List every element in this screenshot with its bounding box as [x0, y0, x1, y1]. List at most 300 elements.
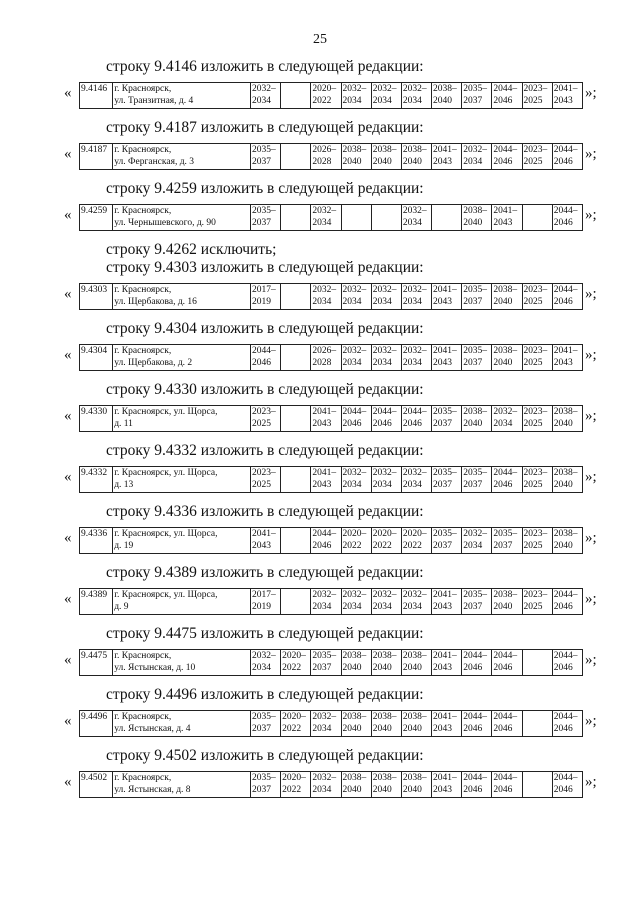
year-end [524, 217, 551, 229]
year-range-cell [281, 650, 311, 676]
year-range-cell [552, 650, 582, 676]
schedule-table [79, 204, 583, 231]
year-range-cell [432, 284, 462, 310]
year-end: 2034 [463, 541, 483, 551]
year-end: 2046 [553, 785, 573, 795]
year-end: 2025 [523, 541, 543, 551]
year-end: 2040 [372, 663, 392, 673]
year-range-cell [281, 711, 311, 737]
instruction-text: строку 9.4475 изложить в следующей редакции: [106, 625, 424, 642]
year-range-cell [341, 144, 371, 170]
address-line: г. Красноярск, [114, 285, 172, 295]
year-start: 2038– [372, 145, 397, 155]
year-end: 2040 [493, 358, 513, 368]
year-start: 2020– [372, 529, 397, 539]
year-end: 2046 [493, 157, 513, 167]
year-end: 2046 [463, 663, 483, 673]
year-end: 2025 [523, 96, 543, 106]
schedule-table [79, 649, 583, 676]
year-end: 2019 [252, 297, 271, 307]
year-range-cell [552, 589, 582, 615]
instruction-text: строку 9.4496 изложить в следующей редакции: [106, 686, 424, 703]
year-start: 2044– [312, 529, 337, 539]
address-line: г. Красноярск, [114, 346, 172, 356]
year-end: 2043 [433, 358, 453, 368]
year-end: 2046 [342, 419, 362, 429]
year-end [282, 156, 309, 168]
year-end: 2046 [553, 297, 573, 307]
year-start: 2032– [252, 84, 276, 94]
year-range-cell [522, 467, 552, 493]
address-line: г. Красноярск, [114, 712, 172, 722]
year-range-cell [311, 528, 341, 554]
year-start: 2035– [433, 529, 457, 539]
table-row [80, 284, 583, 310]
year-range-cell [251, 83, 281, 109]
year-range-cell [371, 144, 401, 170]
row-number-cell: 9.4475 [80, 650, 113, 676]
year-start: 2026– [312, 346, 337, 356]
year-range-cell [522, 345, 552, 371]
year-range-cell [311, 205, 341, 231]
year-end: 2040 [463, 218, 483, 228]
address-line: д. 19 [114, 541, 134, 551]
year-end: 2043 [433, 602, 453, 612]
year-start [343, 205, 370, 217]
year-start: 2017– [252, 590, 276, 600]
year-range-cell [281, 528, 311, 554]
year-range-cell [462, 284, 492, 310]
address-cell [113, 205, 251, 231]
year-start: 2038– [342, 712, 367, 722]
year-start: 2023– [252, 407, 276, 417]
year-end: 2040 [342, 663, 362, 673]
year-end: 2025 [523, 419, 543, 429]
year-range-cell [492, 772, 522, 798]
table-row [80, 650, 583, 676]
year-range-cell [432, 772, 462, 798]
year-start: 2032– [342, 590, 367, 600]
row-number-cell: 9.4496 [80, 711, 113, 737]
year-start [282, 144, 309, 156]
year-start: 2032– [342, 285, 367, 295]
year-end: 2037 [252, 724, 271, 734]
year-range-cell [341, 650, 371, 676]
address-cell [113, 650, 251, 676]
year-start: 2032– [372, 84, 397, 94]
year-range-cell [492, 711, 522, 737]
schedule-table [79, 344, 583, 371]
year-range-cell [281, 205, 311, 231]
year-end: 2022 [282, 785, 302, 795]
year-start: 2038– [553, 407, 578, 417]
year-end: 2043 [433, 663, 453, 673]
address-line: д. 13 [114, 480, 134, 490]
year-range-cell [401, 711, 431, 737]
year-range-cell [251, 772, 281, 798]
row-number-cell: 9.4336 [80, 528, 113, 554]
year-range-cell [462, 711, 492, 737]
schedule-table [79, 588, 583, 615]
closing-quote: »; [585, 85, 597, 101]
year-end: 2040 [372, 785, 392, 795]
year-range-cell [552, 406, 582, 432]
year-range-cell [341, 589, 371, 615]
year-range-cell [462, 345, 492, 371]
year-end [524, 662, 551, 674]
table-row [80, 467, 583, 493]
year-start [524, 205, 551, 217]
year-range-cell [371, 345, 401, 371]
year-range-cell [281, 406, 311, 432]
closing-quote: »; [585, 408, 597, 424]
year-start [373, 205, 400, 217]
year-range-cell [311, 711, 341, 737]
year-end: 2046 [553, 157, 573, 167]
year-range-cell [432, 589, 462, 615]
table-row-block [0, 710, 640, 737]
address-cell [113, 144, 251, 170]
year-end: 2040 [402, 785, 422, 795]
year-start: 2038– [493, 590, 518, 600]
address-cell [113, 467, 251, 493]
closing-quote: »; [585, 347, 597, 363]
year-end: 2043 [553, 96, 573, 106]
table-row [80, 772, 583, 798]
year-end: 2034 [252, 96, 271, 106]
year-range-cell [401, 144, 431, 170]
year-start: 2038– [493, 346, 518, 356]
year-end [524, 723, 551, 735]
year-start: 2035– [433, 407, 457, 417]
year-range-cell [492, 650, 522, 676]
year-range-cell [311, 345, 341, 371]
year-range-cell [281, 83, 311, 109]
year-range-cell [371, 205, 401, 231]
schedule-table [79, 771, 583, 798]
year-range-cell [552, 711, 582, 737]
row-number-cell: 9.4146 [80, 83, 113, 109]
year-range-cell [251, 345, 281, 371]
year-end: 2040 [372, 157, 392, 167]
year-range-cell [281, 467, 311, 493]
year-start: 2023– [523, 145, 548, 155]
year-end: 2040 [553, 419, 573, 429]
year-range-cell [401, 284, 431, 310]
year-range-cell [341, 205, 371, 231]
year-end [343, 217, 370, 229]
year-range-cell [522, 205, 552, 231]
year-end: 2034 [342, 480, 362, 490]
year-range-cell [492, 467, 522, 493]
year-end: 2034 [402, 96, 422, 106]
year-start: 2035– [252, 145, 276, 155]
address-cell [113, 406, 251, 432]
year-end: 2025 [252, 419, 271, 429]
year-start: 2044– [553, 651, 578, 661]
year-range-cell [371, 711, 401, 737]
year-end: 2034 [402, 297, 422, 307]
page-number: 25 [313, 32, 327, 47]
year-end [282, 95, 309, 107]
instruction-text: строку 9.4389 изложить в следующей редакции: [106, 564, 424, 581]
year-start: 2026– [312, 145, 337, 155]
year-end: 2034 [402, 218, 422, 228]
year-start: 2032– [312, 773, 337, 783]
year-start [282, 205, 309, 217]
year-end: 2046 [553, 724, 573, 734]
row-number-cell: 9.4187 [80, 144, 113, 170]
year-start: 2038– [493, 285, 518, 295]
year-range-cell [281, 144, 311, 170]
address-line: ул. Транзитная, д. 4 [114, 96, 194, 106]
year-end: 2034 [342, 358, 362, 368]
year-start: 2044– [553, 712, 578, 722]
year-end: 2040 [372, 724, 392, 734]
year-start: 2023– [523, 590, 548, 600]
year-range-cell [552, 772, 582, 798]
year-start: 2020– [282, 712, 306, 722]
year-start: 2017– [252, 285, 276, 295]
address-line: г. Красноярск, ул. Щорса, [114, 468, 218, 478]
year-end: 2028 [312, 157, 332, 167]
year-start: 2044– [342, 407, 367, 417]
year-start: 2032– [372, 468, 397, 478]
year-start: 2032– [402, 84, 427, 94]
year-range-cell [552, 144, 582, 170]
year-start: 2035– [433, 468, 457, 478]
year-range-cell [462, 406, 492, 432]
year-range-cell [251, 528, 281, 554]
year-end: 2040 [402, 663, 422, 673]
year-range-cell [341, 83, 371, 109]
year-end [282, 540, 309, 552]
year-end: 2034 [372, 96, 392, 106]
year-range-cell [281, 345, 311, 371]
year-range-cell [341, 711, 371, 737]
year-start: 2044– [493, 773, 518, 783]
year-end: 2043 [252, 541, 271, 551]
year-start [282, 345, 309, 357]
year-range-cell [401, 345, 431, 371]
year-end: 2034 [372, 358, 392, 368]
year-start: 2035– [463, 84, 487, 94]
schedule-table [79, 82, 583, 109]
year-end: 2040 [402, 724, 422, 734]
year-range-cell [341, 528, 371, 554]
year-end: 2046 [493, 480, 513, 490]
year-range-cell [371, 650, 401, 676]
year-end: 2046 [493, 785, 513, 795]
year-end [433, 217, 460, 229]
year-end: 2046 [493, 724, 513, 734]
table-row [80, 83, 583, 109]
year-end [373, 217, 400, 229]
year-range-cell [311, 467, 341, 493]
year-end: 2022 [312, 96, 332, 106]
row-number-cell: 9.4332 [80, 467, 113, 493]
year-start: 2032– [402, 285, 427, 295]
year-start: 2041– [493, 206, 518, 216]
closing-quote: »; [585, 530, 597, 546]
year-range-cell [251, 467, 281, 493]
year-start: 2041– [433, 145, 457, 155]
year-end: 2040 [493, 602, 513, 612]
year-end: 2046 [553, 218, 573, 228]
year-end: 2037 [493, 541, 513, 551]
instruction-text: строку 9.4259 изложить в следующей редакции: [106, 180, 424, 197]
year-start: 2032– [402, 590, 427, 600]
address-line: ул. Ястынская, д. 10 [114, 663, 196, 673]
year-range-cell [522, 406, 552, 432]
year-start: 2044– [402, 407, 427, 417]
table-row-block [0, 466, 640, 493]
year-end: 2037 [463, 358, 483, 368]
address-line: г. Красноярск, ул. Щорса, [114, 590, 218, 600]
year-end [282, 217, 309, 229]
year-end: 2034 [342, 297, 362, 307]
year-end: 2037 [252, 218, 271, 228]
table-row-block [0, 143, 640, 170]
year-start: 2032– [312, 590, 337, 600]
year-end: 2034 [402, 480, 422, 490]
year-range-cell [371, 589, 401, 615]
year-start: 2023– [523, 468, 548, 478]
year-end: 2040 [342, 724, 362, 734]
year-start: 2032– [342, 84, 367, 94]
opening-quote: « [64, 146, 72, 162]
address-line: г. Красноярск, [114, 84, 172, 94]
year-end: 2037 [252, 785, 271, 795]
year-start: 2035– [252, 773, 276, 783]
year-start: 2032– [402, 206, 427, 216]
year-end: 2040 [553, 480, 573, 490]
year-end: 2022 [402, 541, 422, 551]
opening-quote: « [64, 530, 72, 546]
year-range-cell [552, 528, 582, 554]
year-end: 2034 [312, 785, 332, 795]
year-start [282, 589, 309, 601]
year-end: 2025 [523, 358, 543, 368]
table-row [80, 589, 583, 615]
year-range-cell [492, 589, 522, 615]
year-start: 2035– [312, 651, 337, 661]
year-range-cell [462, 772, 492, 798]
closing-quote: »; [585, 207, 597, 223]
year-start: 2041– [312, 407, 337, 417]
table-row [80, 144, 583, 170]
year-start [433, 205, 460, 217]
year-start: 2023– [523, 285, 548, 295]
year-end: 2025 [523, 480, 543, 490]
row-number-cell: 9.4502 [80, 772, 113, 798]
year-end: 2040 [342, 157, 362, 167]
year-start: 2038– [342, 651, 367, 661]
year-end: 2034 [312, 602, 332, 612]
year-start [282, 467, 309, 479]
year-range-cell [492, 345, 522, 371]
year-range-cell [251, 711, 281, 737]
opening-quote: « [64, 591, 72, 607]
year-end: 2037 [463, 297, 483, 307]
address-cell [113, 711, 251, 737]
year-range-cell [462, 528, 492, 554]
year-range-cell [462, 467, 492, 493]
year-start: 2038– [553, 529, 578, 539]
year-range-cell [462, 589, 492, 615]
year-range-cell [401, 772, 431, 798]
year-start: 2041– [252, 529, 276, 539]
table-row [80, 528, 583, 554]
year-start: 2032– [463, 145, 487, 155]
year-start: 2044– [553, 145, 578, 155]
instruction-text: строку 9.4336 изложить в следующей редакции: [106, 503, 424, 520]
year-end: 2022 [282, 724, 302, 734]
opening-quote: « [64, 408, 72, 424]
year-start: 2041– [433, 712, 457, 722]
year-range-cell [341, 345, 371, 371]
year-start: 2038– [342, 145, 367, 155]
schedule-table [79, 466, 583, 493]
year-start [524, 650, 551, 662]
address-line: ул. Щербакова, д. 16 [114, 297, 197, 307]
year-end [524, 784, 551, 796]
year-start: 2020– [312, 84, 337, 94]
year-end: 2034 [372, 602, 392, 612]
year-range-cell [552, 83, 582, 109]
address-line: ул. Ястынская, д. 8 [114, 785, 191, 795]
year-start: 2032– [402, 468, 427, 478]
year-end: 2025 [523, 297, 543, 307]
year-end: 2040 [402, 157, 422, 167]
year-end: 2037 [463, 480, 483, 490]
year-range-cell [462, 144, 492, 170]
year-range-cell [522, 772, 552, 798]
year-start: 2038– [342, 773, 367, 783]
row-number-cell: 9.4303 [80, 284, 113, 310]
year-start: 2044– [493, 468, 518, 478]
year-start: 2044– [553, 285, 578, 295]
year-end: 2022 [372, 541, 392, 551]
year-range-cell [401, 406, 431, 432]
year-range-cell [401, 589, 431, 615]
closing-quote: »; [585, 713, 597, 729]
year-start: 2035– [463, 346, 487, 356]
year-start: 2032– [342, 346, 367, 356]
year-end [282, 296, 309, 308]
year-start: 2041– [553, 346, 578, 356]
year-end: 2043 [433, 157, 453, 167]
year-range-cell [492, 83, 522, 109]
address-cell [113, 284, 251, 310]
instruction-text: строку 9.4304 изложить в следующей редакции: [106, 320, 424, 337]
year-range-cell [341, 284, 371, 310]
year-range-cell [371, 772, 401, 798]
year-end: 2040 [463, 419, 483, 429]
year-start: 2041– [553, 84, 578, 94]
year-start: 2032– [342, 468, 367, 478]
instruction-text: строку 9.4187 изложить в следующей редакции: [106, 119, 424, 136]
year-start: 2035– [463, 590, 487, 600]
year-start: 2044– [252, 346, 276, 356]
year-range-cell [432, 205, 462, 231]
table-row [80, 205, 583, 231]
year-range-cell [371, 528, 401, 554]
year-range-cell [522, 650, 552, 676]
year-range-cell [311, 406, 341, 432]
year-end: 2043 [493, 218, 513, 228]
year-range-cell [522, 83, 552, 109]
